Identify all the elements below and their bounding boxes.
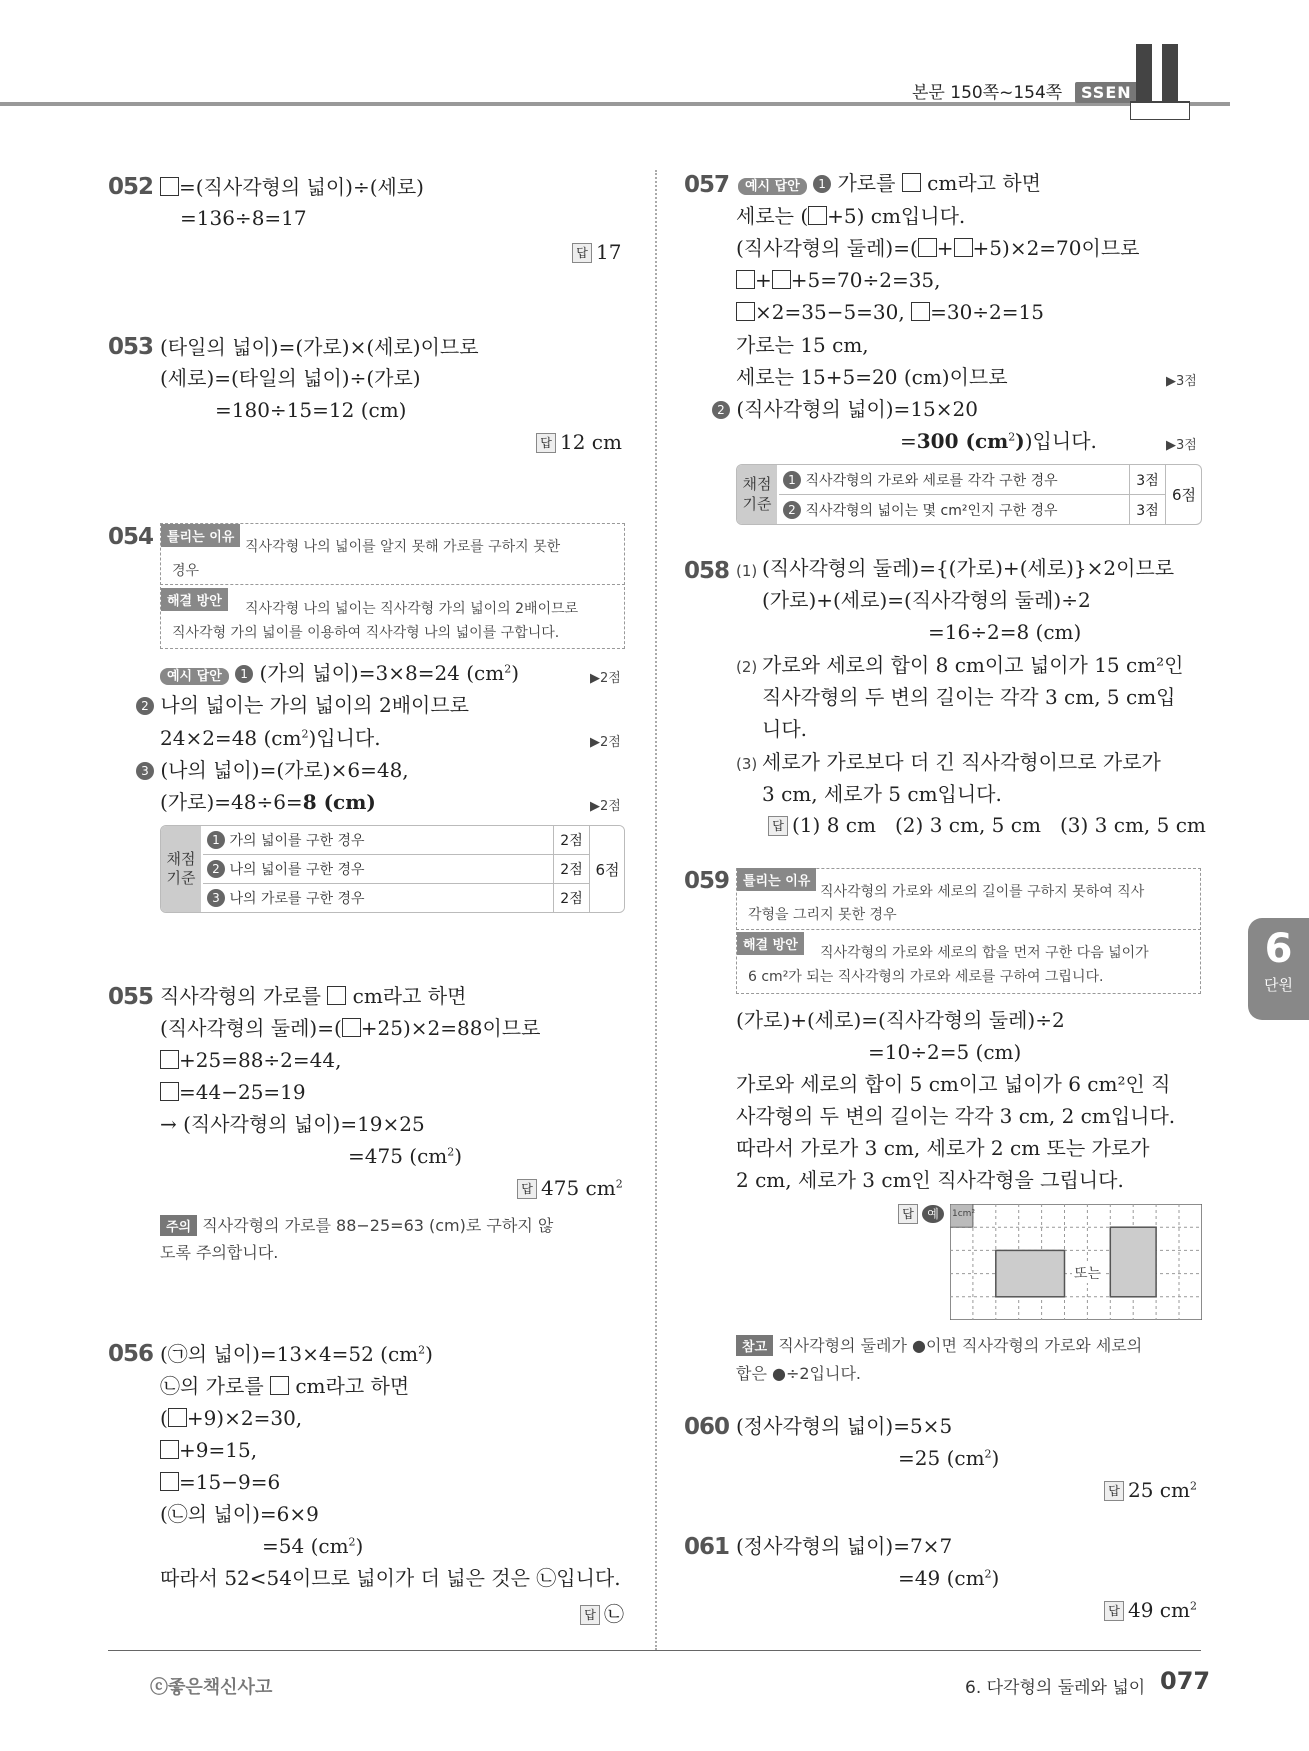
solution-line: 따라서 가로가 3 cm, 세로가 2 cm 또는 가로가	[736, 1136, 1150, 1160]
solution-line: ( +9)×2=30,	[160, 1406, 303, 1430]
solution-line: (가로)+(세로)=(직사각형의 둘레)÷2	[736, 1008, 1065, 1032]
solution-line: =180÷15=12 (cm)	[215, 398, 407, 422]
solution-line: =49 $(cm^2)$	[898, 1566, 1000, 1590]
question-number: 061	[684, 1534, 730, 1560]
solution-line: 3 cm, 세로가 5 cm입니다.	[762, 782, 1002, 806]
answer: 답 ㉡	[580, 1598, 624, 1627]
solution-line: 2 (직사각형의 넓이)=15×20	[712, 399, 978, 419]
solution-line: =10÷2=5 (cm)	[868, 1040, 1022, 1064]
answer-grid-figure	[950, 1204, 1202, 1320]
scoring-row: 3 나의 가로를 구한 경우	[203, 884, 625, 912]
note-line: 도록 주의합니다.	[160, 1243, 279, 1262]
solution-line: =475 $(cm^2)$	[348, 1144, 463, 1168]
solution-line: 가로와 세로의 합이 5 cm이고 넓이가 6 cm²인 직	[736, 1072, 1171, 1096]
solution-line: (세로)=(타일의 넓이)÷(가로)	[160, 366, 421, 390]
hint-wrong-tag: 틀리는 이유	[737, 868, 816, 891]
solution-line: (㉡의 넓이)=6×9	[160, 1502, 319, 1526]
solution-line: (정사각형의 넓이)=7×7	[736, 1534, 953, 1558]
question-number: 053	[108, 334, 154, 360]
blank-box	[270, 1376, 289, 1395]
question-number: 055	[108, 984, 154, 1010]
answer: 답 49 $cm^2$	[1104, 1598, 1197, 1622]
solution-line: ㉡의 가로를 cm라고 하면	[160, 1374, 410, 1398]
solution-line: 3 (나의 넓이)=(가로)×6=48,	[136, 760, 409, 780]
hint-text: 경우	[172, 563, 200, 579]
question-number: 054	[108, 524, 154, 550]
points: ▶2점	[590, 671, 621, 686]
question-number: 052	[108, 174, 154, 200]
solution-line: 직사각형의 가로를 cm라고 하면	[160, 984, 467, 1008]
blank-box	[160, 1082, 179, 1101]
solution-line: (직사각형의 둘레)={(가로)+(세로)}×2이므로	[762, 556, 1175, 580]
solution-line: 가로는 15 cm,	[736, 333, 869, 357]
question-number: 057	[684, 172, 730, 198]
hint-fix-tag: 해결 방안	[737, 932, 804, 955]
footer-rule	[108, 1650, 1201, 1651]
scoring-row: 2 나의 넓이를 구한 경우	[203, 855, 625, 884]
blank-box	[902, 173, 921, 192]
solution-line: =16÷2=8 (cm)	[928, 620, 1082, 644]
blank-box	[911, 302, 930, 321]
grid-unit-label: 1cm²	[952, 1209, 976, 1219]
answer: 답 17	[572, 240, 621, 264]
or-label: 또는	[1072, 1263, 1103, 1283]
scoring-table	[736, 464, 1202, 525]
blank-box	[772, 270, 791, 289]
blank-box	[160, 1050, 179, 1069]
blank-box	[736, 302, 755, 321]
answer: 답 475 $cm^2$	[517, 1176, 623, 1200]
blank-box	[327, 986, 346, 1005]
blank-box	[954, 238, 973, 257]
page-number: 077	[1160, 1667, 1211, 1695]
scoring-label: 채점 기준	[737, 465, 777, 524]
solution-line: 따라서 52<54이므로 넓이가 더 넓은 것은 ㉡입니다.	[160, 1566, 621, 1590]
hint-separator	[160, 584, 625, 585]
brand-badge: SSEN	[1075, 82, 1138, 103]
solution-line: 사각형의 두 변의 길이는 각각 3 cm, 2 cm입니다.	[736, 1104, 1176, 1128]
solution-line: 세로는 ( +5) cm입니다.	[736, 204, 966, 228]
solution-line: 직사각형의 두 변의 길이는 각각 3 cm, 5 cm입	[762, 685, 1176, 709]
part-label: (3)	[736, 755, 758, 773]
solution-line: 예시 답안 1 (가의 넓이)=3×8=24 $(cm^2)$	[160, 663, 519, 685]
part-label: (2)	[736, 658, 758, 676]
solution-line: 니다.	[762, 717, 807, 741]
blank-box	[160, 1440, 179, 1459]
solution-line: (타일의 넓이)=(가로)×(세로)이므로	[160, 335, 479, 359]
unit-number: 6	[1264, 926, 1293, 972]
points: ▶3점	[1166, 438, 1197, 453]
scoring-row: 2 직사각형의 넓이는 몇 cm²인지 구한 경우	[779, 495, 1129, 524]
question-number: 058	[684, 558, 730, 584]
scoring-point: 2점	[553, 826, 589, 855]
scoring-table	[160, 825, 625, 913]
question-number: 060	[684, 1414, 730, 1440]
hint-text: 각형을 그리지 못한 경우	[748, 907, 897, 923]
points: ▶3점	[1166, 374, 1197, 389]
example-answer-tag: 예시 답안	[160, 668, 229, 685]
scoring-label: 채점 기준	[161, 826, 201, 912]
hint-text: 직사각형 나의 넓이는 직사각형 가의 넓이의 2배이므로	[245, 601, 579, 617]
hint-text: 직사각형 가의 넓이를 이용하여 직사각형 나의 넓이를 구합니다.	[172, 625, 560, 641]
solution-line: (직사각형의 둘레)=( + +5)×2=70이므로	[736, 236, 1140, 260]
hint-wrong-tag: 틀리는 이유	[161, 524, 240, 547]
solution-line: 24×2=48 $(cm^2)$입니다.	[160, 726, 381, 750]
solution-line: 세로는 15+5=20 (cm)이므로	[736, 365, 1008, 389]
answer: 답 (1) 8 cm (2) 3 cm, 5 cm (3) 3 cm, 5 cm	[768, 813, 1206, 837]
unit-tab[interactable]	[1248, 918, 1309, 1020]
hint-text: 직사각형의 가로와 세로의 길이를 구하지 못하여 직사	[820, 884, 1145, 900]
solution-line: =54 $(cm^2)$	[262, 1534, 364, 1558]
blank-box	[160, 177, 179, 196]
solution-line: (가로)=48÷6=8 (cm)	[160, 790, 376, 814]
publisher: ⓒ좋은책신사고	[150, 1677, 273, 1698]
solution-line: =136÷8=17	[180, 206, 307, 230]
note-line: 주의 직사각형의 가로를 88−25=63 (cm)로 구하지 않	[160, 1213, 553, 1236]
question-number: 059	[684, 868, 730, 894]
solution-line: ×2=35−5=30, =30÷2=15	[736, 302, 1044, 322]
solution-line: =(직사각형의 넓이)÷(세로)	[160, 177, 424, 197]
hint-fix-tag: 해결 방안	[161, 588, 228, 611]
example-answer-tag: 예시 답안	[738, 178, 807, 195]
solution-line: (직사각형의 둘레)=( +25)×2=88이므로	[160, 1016, 541, 1040]
solution-line: + +5=70÷2=35,	[736, 270, 941, 290]
blank-box	[808, 206, 827, 225]
solution-line: (정사각형의 넓이)=5×5	[736, 1414, 953, 1438]
reference-line: 참고 직사각형의 둘레가 ●이면 직사각형의 가로와 세로의	[736, 1333, 1142, 1356]
solution-line: → (직사각형의 넓이)=19×25	[160, 1112, 425, 1136]
solution-line: 가로와 세로의 합이 8 cm이고 넓이가 15 cm²인	[762, 653, 1184, 677]
chapter-title: 6. 다각형의 둘레와 넓이	[965, 1678, 1146, 1698]
hint-text: 직사각형 나의 넓이를 알지 못해 가로를 구하지 못한	[245, 539, 561, 555]
scoring-point: 3점	[1129, 495, 1165, 524]
scoring-row: 1 직사각형의 가로와 세로를 각각 구한 경우	[779, 465, 1129, 495]
column-divider	[655, 170, 657, 1650]
solution-line: 2 나의 넓이는 가의 넓이의 2배이므로	[136, 695, 469, 715]
scoring-total: 6점	[1165, 465, 1202, 524]
solution-line: =15−9=6	[160, 1472, 280, 1492]
solution-line: =25 $(cm^2)$	[898, 1446, 1000, 1470]
rectangle-3x2	[996, 1250, 1065, 1296]
solution-line: 예시 답안 1 가로를 cm라고 하면	[738, 173, 1041, 195]
blank-box	[342, 1018, 361, 1037]
reference-line: 합은 ●÷2입니다.	[736, 1364, 861, 1383]
solution-line: +9=15,	[160, 1440, 257, 1460]
solution-line: (㉠의 넓이)=13×4=52 $(cm^2)$	[160, 1342, 433, 1366]
answer: 답 25 $cm^2$	[1104, 1478, 1197, 1502]
blank-box	[160, 1472, 179, 1491]
unit-label: 단원	[1264, 976, 1293, 994]
page-range: 본문 150쪽~154쪽	[912, 83, 1063, 103]
blank-box	[918, 238, 937, 257]
points: ▶2점	[590, 799, 621, 814]
part-label: (1)	[736, 562, 758, 580]
scoring-point: 3점	[1129, 465, 1165, 495]
scoring-row: 1 가의 넓이를 구한 경우	[203, 826, 625, 855]
hint-text: 6 cm²가 되는 직사각형의 가로와 세로를 구하여 그립니다.	[748, 969, 1104, 985]
hint-separator	[736, 929, 1201, 930]
reference-tag: 참고	[736, 1335, 773, 1356]
points: ▶2점	[590, 735, 621, 750]
solution-line: +25=88÷2=44,	[160, 1050, 341, 1070]
blank-box	[168, 1408, 187, 1427]
brand-logo-icon	[1130, 42, 1190, 120]
answer-mark: 답 예	[898, 1204, 944, 1224]
solution-line: 세로가 가로보다 더 긴 직사각형이므로 가로가	[762, 750, 1161, 774]
answer: 답 12 cm	[536, 430, 622, 454]
solution-line: =300 $(cm^2)$)입니다.	[900, 429, 1097, 453]
scoring-total: 6점	[589, 826, 625, 912]
solution-line: 2 cm, 세로가 3 cm인 직사각형을 그립니다.	[736, 1168, 1124, 1192]
scoring-point: 2점	[553, 884, 589, 912]
blank-box	[736, 270, 755, 289]
solution-line: =44−25=19	[160, 1082, 306, 1102]
rectangle-2x3	[1110, 1227, 1156, 1297]
scoring-point: 2점	[553, 855, 589, 884]
question-number: 056	[108, 1341, 154, 1367]
note-tag: 주의	[160, 1215, 197, 1236]
hint-text: 직사각형의 가로와 세로의 합을 먼저 구한 다음 넓이가	[820, 945, 1149, 961]
solution-line: (가로)+(세로)=(직사각형의 둘레)÷2	[762, 588, 1091, 612]
